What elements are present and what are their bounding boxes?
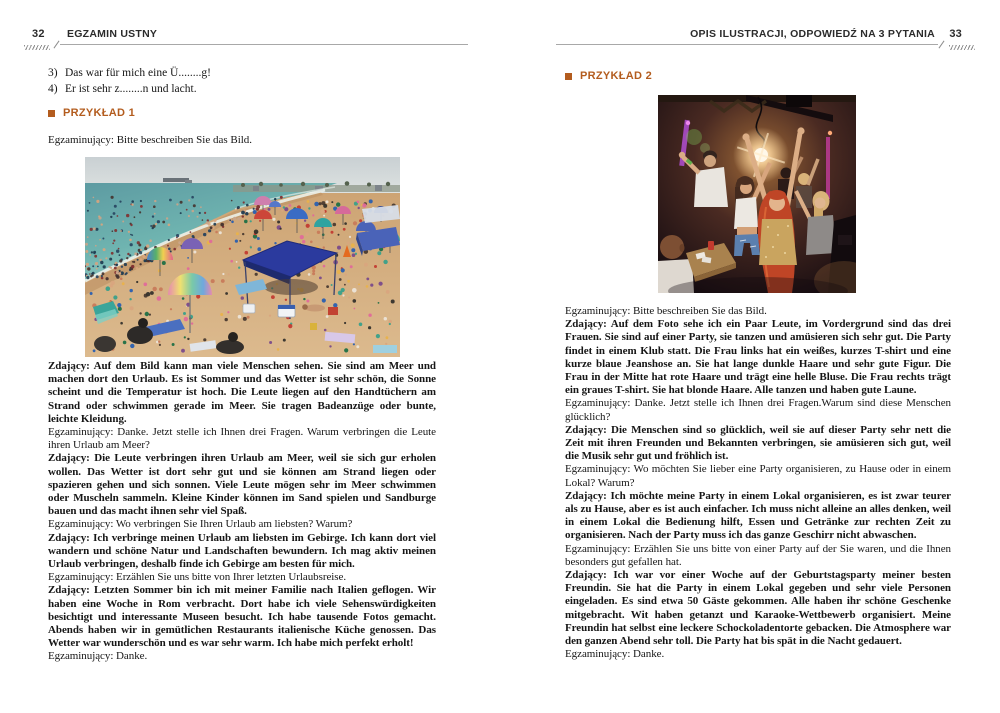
dialogue-turn: Egzaminujący: Bitte beschreiben Sie das Bild. [565, 305, 767, 317]
page-number-left: 32 [32, 28, 45, 40]
exercise-item-number: 3) [48, 67, 58, 79]
section-heading-przyklad-1 [48, 107, 135, 119]
exercise-item [48, 66, 438, 82]
header-title-right: OPIS ILUSTRACJI, ODPOWIEDŹ NA 3 PYTANIA [690, 28, 935, 40]
exercise-item [48, 82, 438, 98]
party-photo [658, 95, 856, 293]
exercise-list [48, 66, 438, 97]
dialogue-right [565, 305, 951, 661]
examiner-prompt: Egzaminujący: Bitte beschreiben Sie das Bild. [48, 134, 253, 146]
header-rule-tick-right [939, 41, 945, 49]
dialogue-turn: Egzaminujący: Erzählen Sie uns bitte von Ihrer letzten Urlaubsreise. [48, 571, 347, 584]
header-rule-left [60, 44, 468, 45]
page-number-right: 33 [949, 28, 962, 40]
section-heading-label: PRZYKŁAD 2 [580, 70, 653, 82]
dialogue-turn: Egzaminujący: Wo verbringen Sie Ihren Urlaub am liebsten? Warum? [48, 518, 353, 531]
section-square-icon [565, 73, 572, 80]
dialogue-turn: Zdający: Ich war vor einer Woche auf der Geburtstagsparty meiner besten Freundin. Sie hat die Party in einem Lokal gegeben und sehr viele Personen eingeladen. Es sind etwa 50 Gäste gekommen. Alle haben ihr schöne Geschenke mitgebracht. Wit haben getanzt und Karaoke-Wettbewerb organisiert. Meine Freundin hat selbst eine leckere Schockoladentorte gebacken. Die Atmosphere war den ganzen Abend sehr toll. Die Party hat bis spät in die Nacht gedauert. [565, 569, 951, 648]
dialogue-turn: Egzaminujący: Erzählen Sie uns bitte von einer Party auf der Sie waren, und die Ihnen besonders gut gefallen hat. [565, 542, 951, 568]
dialogue-turn: Zdający: Auf dem Foto sehe ich ein Paar Leute, im Vordergrund sind das drei Frauen. Sie sind auf einer Party, sie tanzen und amüsieren sich sehr gut. Die Party findet in einem Klub statt. Die Frau links hat ein weißes, kurzes T-shirt und eine kurze blaue Jeanshose an. Sie hat lange dunkle Haare und sehr gute Figur. Die Frau in der Mitte hat rote Haare und trägt eine helle Bluse. Die Frau rechts trägt ein graues T-shirt. Sie hat blonde Haare. Alle tanzen und haben gute Laune. [565, 318, 951, 397]
header-rule-tick-left [54, 41, 60, 49]
beach-photo [85, 157, 400, 357]
dialogue-turn: Egzaminujący: Danke. [48, 650, 148, 663]
header-title-left: EGZAMIN USTNY [67, 28, 158, 40]
exercise-item-text: Er ist sehr z........n und lacht. [65, 82, 197, 95]
dialogue-turn: Zdający: Auf dem Bild kann man viele Menschen sehen. Sie sind am Meer und machen dort den Urlaub. Es ist Sommer und das Wetter ist sehr schön, die Sonne scheint und die Temperatur ist hoch. Die Leute liegen auf den Handtüchern am Strand oder schwimmen gerade im Meer. Sie tragen Badeanzüge oder bunte, leichte Kleidung. [48, 360, 436, 425]
dialogue-turn: Egzaminujący: Wo möchten Sie lieber eine Party organisieren, zu Hause oder in einem Lokal? Warum? [565, 463, 951, 489]
dialogue-turn: Zdający: Ich verbringe meinen Urlaub am liebsten im Gebirge. Ich kann dort viel wandern und schöne Natur und Landschaften bewundern. Ich mag aktiv meinen Urlaub verbringen, deshalb finde ich Gebirge am besten für mich. [48, 531, 436, 571]
dialogue-turn: Egzaminujący: Danke. Jetzt stelle ich Ihnen drei Fragen.Warum sind diese Menschen glücklich? [565, 397, 951, 423]
section-heading-przyklad-2 [565, 70, 652, 82]
dialogue-turn: Zdający: Die Leute verbringen ihren Urlaub am Meer, weil sie sich gur erholen wollen. Das Wetter ist dort sehr gut und sie können am Strand liegen oder spazieren gehen und sich sonnen. Viele Leute mögen sehr im Meer schwimmen oder Muscheln sammeln. Kleine Kinder können im Sand spielen und Sandburge bauen und das macht ihnen sehr viel Spaß. [48, 452, 436, 518]
page-33 [500, 0, 1000, 713]
exercise-item-text: Das war für mich eine Ü........g! [65, 67, 211, 79]
dialogue-turn: Egzaminujący: Danke. [565, 648, 665, 661]
dialogue-turn: Zdający: Die Menschen sind so glücklich, weil sie auf dieser Party sehr nett die Zeit mit ihren Freunden und Bekannten verbringen, sie amüsieren sich gut, weil die Musik sehr gut und fröhlich ist. [565, 423, 951, 463]
dialogue-turn: Egzaminujący: Danke. Jetzt stelle ich Ihnen drei Fragen. Warum verbringen die Leute ihren Urlaub am Meer? [48, 426, 436, 452]
hatch-mark-left [24, 45, 50, 50]
header-rule-right [556, 44, 938, 45]
dialogue-left [48, 360, 436, 664]
dialogue-turn: Zdający: Letzten Sommer bin ich mit meiner Familie nach Italien geflogen. Wir haben eine Woche in Rom verbracht. Dort habe ich viele Sehenswürdigkeiten besichtigt und interessante Museen besucht. Ich habe tausende Fotos gemacht. Abends haben wir in gemütlichen Restaurants italienische Küche genossen. Das Wetter war wunderschön und es war sehr warm. Ich habe mich perfekt erholt! [48, 584, 436, 650]
exercise-item-number: 4) [48, 82, 58, 95]
hatch-mark-right [949, 45, 975, 50]
section-square-icon [48, 110, 55, 117]
dialogue-turn: Zdający: Ich möchte meine Party in einem Lokal organisieren, es ist zwar teurer als zu Hause, aber es ist auch einfacher. Ich muss nicht alleine an alles denken, weil in einem Lokal die Bedienung hilft, Essen und Getränke zur rechten Zeit zu organisieren. Nach der Party muss ich das ganze Geschirr nicht abwaschen. [565, 489, 951, 542]
section-heading-label: PRZYKŁAD 1 [63, 107, 136, 119]
